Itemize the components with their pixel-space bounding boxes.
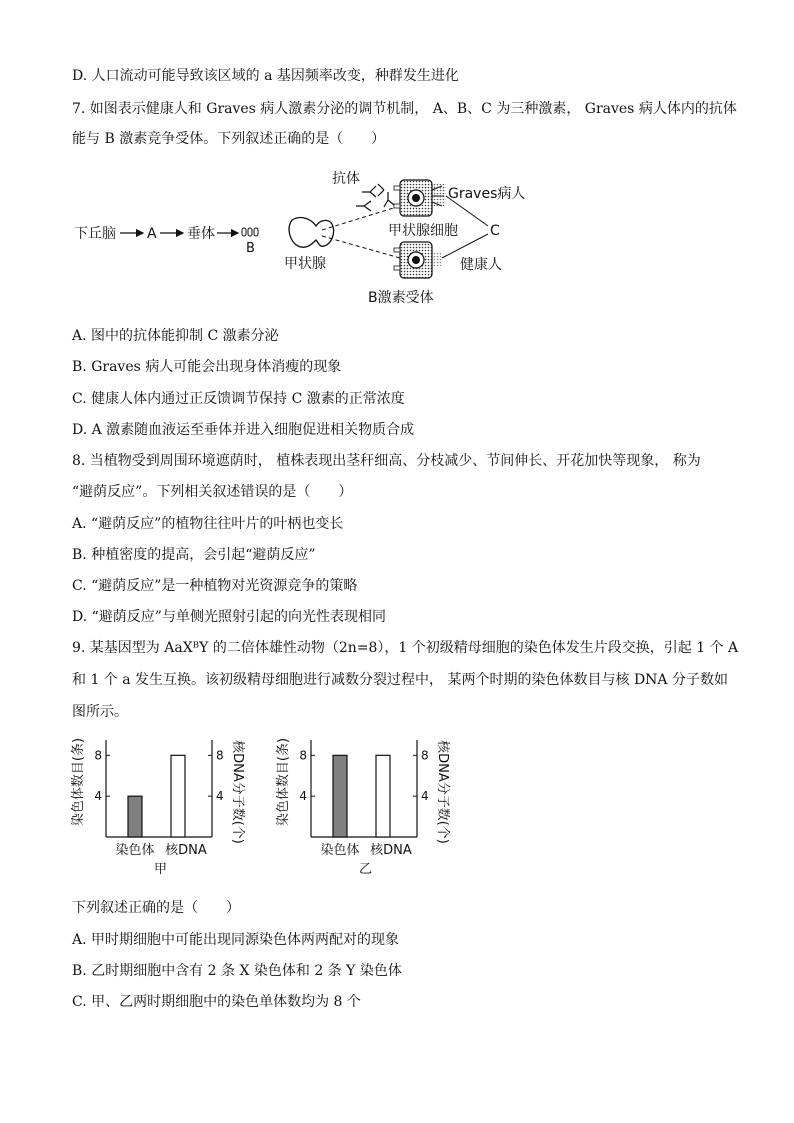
chart-1-ylabel-left: 染色体数目(条): [276, 737, 291, 827]
graves-patient-label: Graves病人: [448, 186, 526, 202]
q9-bar-charts: [70, 732, 450, 890]
graves-thyroid-cell-icon: [394, 180, 446, 216]
chart-0-bar-1: [171, 755, 185, 837]
q7-option-b: B. Graves 病人可能会出现身体消瘦的现象: [72, 359, 342, 375]
healthy-person-label: 健康人: [460, 257, 502, 273]
receptor-label: B激素受体: [368, 290, 434, 306]
chart-0-category-0: 染色体: [115, 843, 155, 858]
hormone-a-label: A: [147, 226, 157, 242]
q9-option-b: B. 乙时期细胞中含有 2 条 X 染色体和 2 条 Y 染色体: [72, 963, 402, 979]
antibody-icon: [356, 184, 394, 211]
chart-0-right-tick-label-1: 8: [216, 748, 224, 763]
q8-option-b: B. 种植密度的提高，会引起“避荫反应”: [72, 547, 316, 563]
q9-stem-line3: 图所示。: [72, 704, 128, 720]
chart-1-bar-1: [376, 755, 390, 837]
dashed-to-healthy-cell: [322, 236, 400, 258]
q9-stem-line1: 9. 某基因型为 AaXᴮY 的二倍体雄性动物（2n=8），1 个初级精母细胞的染色体发生片段交换，引起 1 个 A: [72, 640, 739, 656]
hormone-c-label: C: [490, 223, 500, 239]
thyroid-label: 甲状腺: [284, 256, 326, 272]
q9-after-chart: 下列叙述正确的是（ ）: [72, 900, 240, 916]
chart-0-ylabel-left: 染色体数目(条): [71, 737, 86, 827]
chart-1-title: 乙: [358, 862, 373, 877]
chart-1-left-tick-label-1: 8: [299, 748, 307, 763]
chart-1-category-1: 核DNA: [370, 843, 412, 858]
q7-stem-line2: 能与 B 激素竞争受体。下列叙述正确的是（ ）: [72, 131, 386, 147]
chart-0-left-tick-label-1: 8: [94, 748, 102, 763]
q8-stem-line1: 8. 当植物受到周围环境遮荫时， 植株表现出茎秆细高、分枝减少、节间伸长、开花加快等现象， 称为: [72, 453, 701, 469]
chart-1-ylabel-right: 核DNA分子数(个): [435, 740, 450, 844]
q7-option-a: A. 图中的抗体能抑制 C 激素分泌: [72, 328, 279, 344]
antibody-label: 抗体: [332, 171, 360, 187]
thyroid-cell-label: 甲状腺细胞: [388, 223, 458, 239]
hormone-b-label: B: [246, 241, 255, 256]
chart-0-bar-0: [128, 796, 142, 837]
q9-option-c: C. 甲、乙两时期细胞中的染色单体数均为 8 个: [72, 994, 361, 1010]
chart-0-right-tick-label-0: 4: [216, 789, 224, 804]
chart-0-category-1: 核DNA: [165, 843, 207, 858]
thyroid-gland-icon: [289, 218, 333, 248]
chart-1-bar-0: [333, 755, 347, 837]
q8-option-a: A. “避荫反应”的植物往往叶片的叶柄也变长: [72, 516, 344, 532]
chart-1-right-tick-label-1: 8: [421, 748, 429, 763]
hypothalamus-label: 下丘脑: [74, 226, 116, 242]
q8-option-c: C. “避荫反应”是一种植物对光资源竞争的策略: [72, 578, 358, 594]
q7-hormone-diagram: [70, 162, 526, 312]
pituitary-label: 垂体: [187, 226, 215, 242]
q8-option-d: D. “避荫反应”与单侧光照射引起的向光性表现相同: [72, 609, 386, 625]
q9-stem-line2: 和 1 个 a 发生互换。该初级精母细胞进行减数分裂过程中， 某两个时期的染色体数目与核 DNA 分子数如: [72, 672, 728, 688]
chart-1-right-tick-label-0: 4: [421, 789, 429, 804]
chart-0-left-tick-label-0: 4: [94, 789, 102, 804]
chart-0-ylabel-right: 核DNA分子数(个): [230, 740, 245, 844]
hormone-b-molecules-icon: [242, 228, 258, 236]
q9-option-a: A. 甲时期细胞中可能出现同源染色体两两配对的现象: [72, 932, 400, 948]
chart-1-category-0: 染色体: [320, 843, 360, 858]
chart-0-title: 甲: [153, 862, 168, 877]
healthy-thyroid-cell-icon: [394, 242, 442, 278]
q7-option-d: D. A 激素随血液运至垂体并进入细胞促进相关物质合成: [72, 422, 415, 438]
chart-1-left-tick-label-0: 4: [299, 789, 307, 804]
q8-stem-line2: “避荫反应”。下列相关叙述错误的是（ ）: [72, 484, 353, 500]
q6-option-d: D. 人口流动可能导致该区域的 a 基因频率改变，种群发生进化: [72, 68, 459, 84]
q7-stem-line1: 7. 如图表示健康人和 Graves 病人激素分泌的调节机制， A、B、C 为三种激素， Graves 病人体内的抗体: [72, 101, 737, 117]
q7-option-c: C. 健康人体内通过正反馈调节保持 C 激素的正常浓度: [72, 391, 405, 407]
